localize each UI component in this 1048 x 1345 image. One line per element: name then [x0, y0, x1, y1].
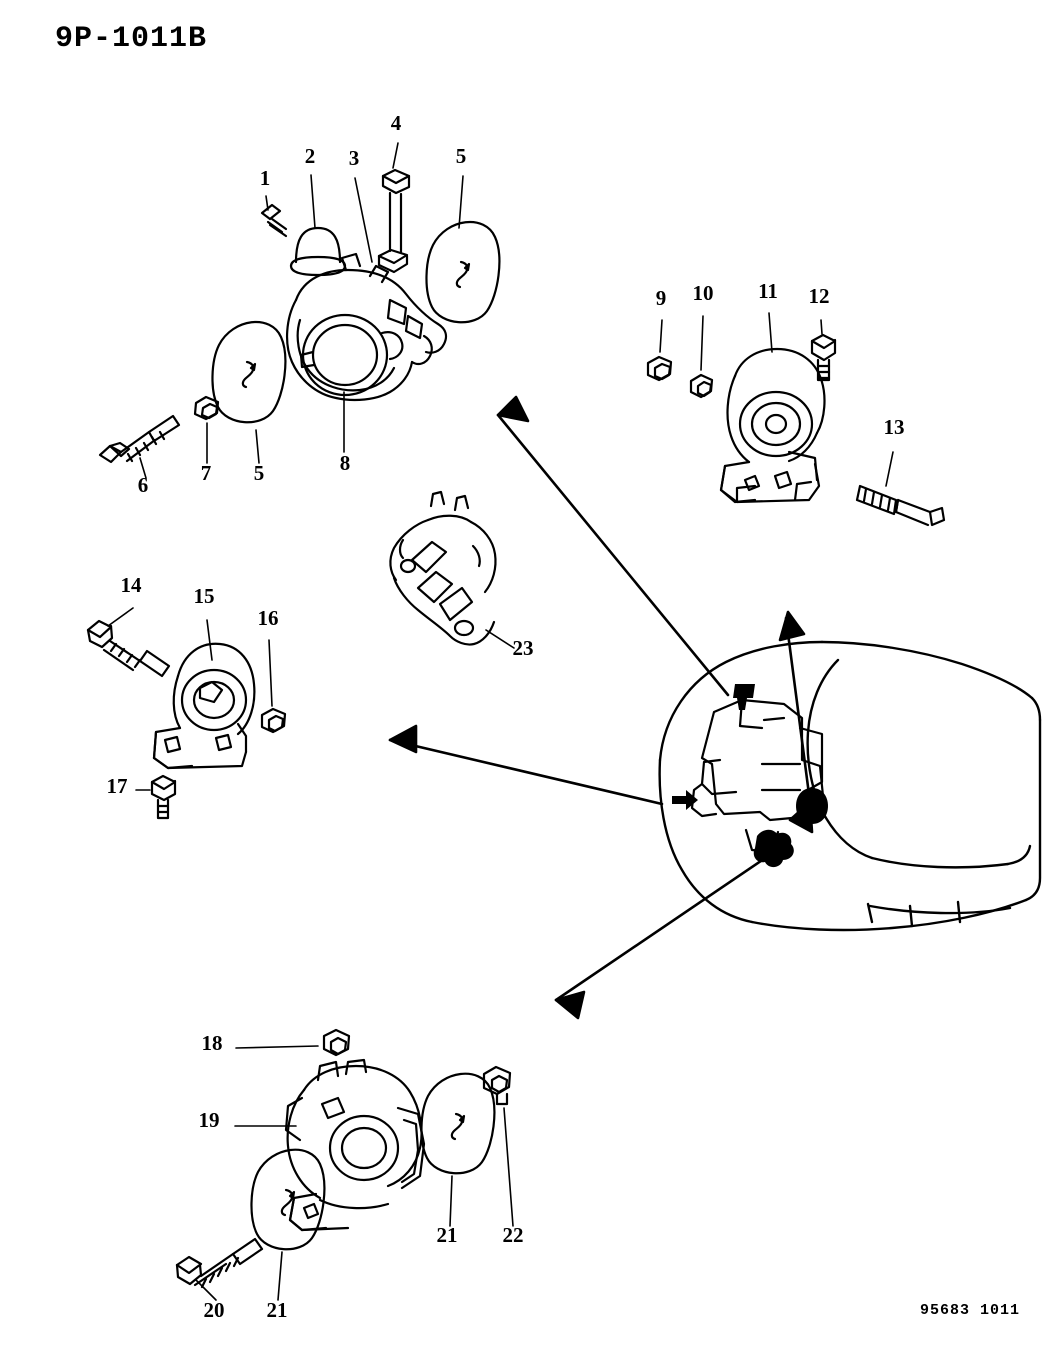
part-21-plate-left — [251, 1150, 324, 1250]
part-13-bolt — [857, 486, 944, 525]
part-11-mount — [721, 349, 824, 502]
callout-19: 19 — [198, 1108, 220, 1132]
callout-5b: 5 — [253, 461, 265, 485]
part-10-washer — [691, 375, 712, 397]
part-18-nut — [324, 1030, 349, 1055]
footer-code: 95683 1011 — [919, 1302, 1020, 1319]
callout-15: 15 — [193, 584, 215, 608]
callout-16: 16 — [257, 606, 279, 630]
part-15-mount — [154, 644, 254, 768]
part-12-bolt — [812, 335, 835, 380]
callout-21: 21 — [266, 1298, 288, 1322]
callout-4: 4 — [390, 111, 402, 135]
callout-7: 7 — [200, 461, 212, 485]
callout-22: 22 — [502, 1223, 524, 1247]
part-5-plate-left — [212, 322, 285, 422]
callout-numbers — [107, 111, 905, 1322]
part-17-bolt — [152, 776, 175, 818]
callout-3: 3 — [348, 146, 360, 170]
callout-9: 9 — [655, 286, 667, 310]
page-code: 9P-1011B — [55, 22, 208, 56]
callout-2: 2 — [304, 144, 316, 168]
part-1-stud — [262, 205, 286, 236]
part-16-nut — [262, 709, 285, 732]
callout-12: 12 — [808, 284, 830, 308]
part-7-nut — [195, 397, 218, 419]
callout-5: 5 — [455, 144, 467, 168]
callout-23: 23 — [512, 636, 534, 660]
callout-18: 18 — [201, 1031, 223, 1055]
part-6-bolt — [100, 416, 179, 462]
part-19-mount-bracket — [286, 1060, 424, 1230]
callout-10: 10 — [692, 281, 714, 305]
part-2-insulator — [291, 228, 345, 275]
callout-1: 1 — [259, 166, 271, 190]
callout-11: 11 — [758, 279, 778, 303]
part-4-bolt — [379, 170, 409, 272]
part-14-bolt — [88, 621, 169, 676]
callout-6: 6 — [137, 473, 149, 497]
part-23-bracket — [390, 492, 495, 645]
callout-14: 14 — [120, 573, 142, 597]
part-20-bolt — [177, 1239, 262, 1287]
callout-13: 13 — [883, 415, 905, 439]
vehicle-outline — [660, 642, 1040, 930]
callout-20: 20 — [203, 1298, 225, 1322]
callout-17: 17 — [106, 774, 128, 798]
callout-8: 8 — [339, 451, 351, 475]
part-5-plate-right — [426, 222, 499, 322]
callout-21b: 21 — [436, 1223, 458, 1247]
part-9-nut — [648, 357, 671, 380]
